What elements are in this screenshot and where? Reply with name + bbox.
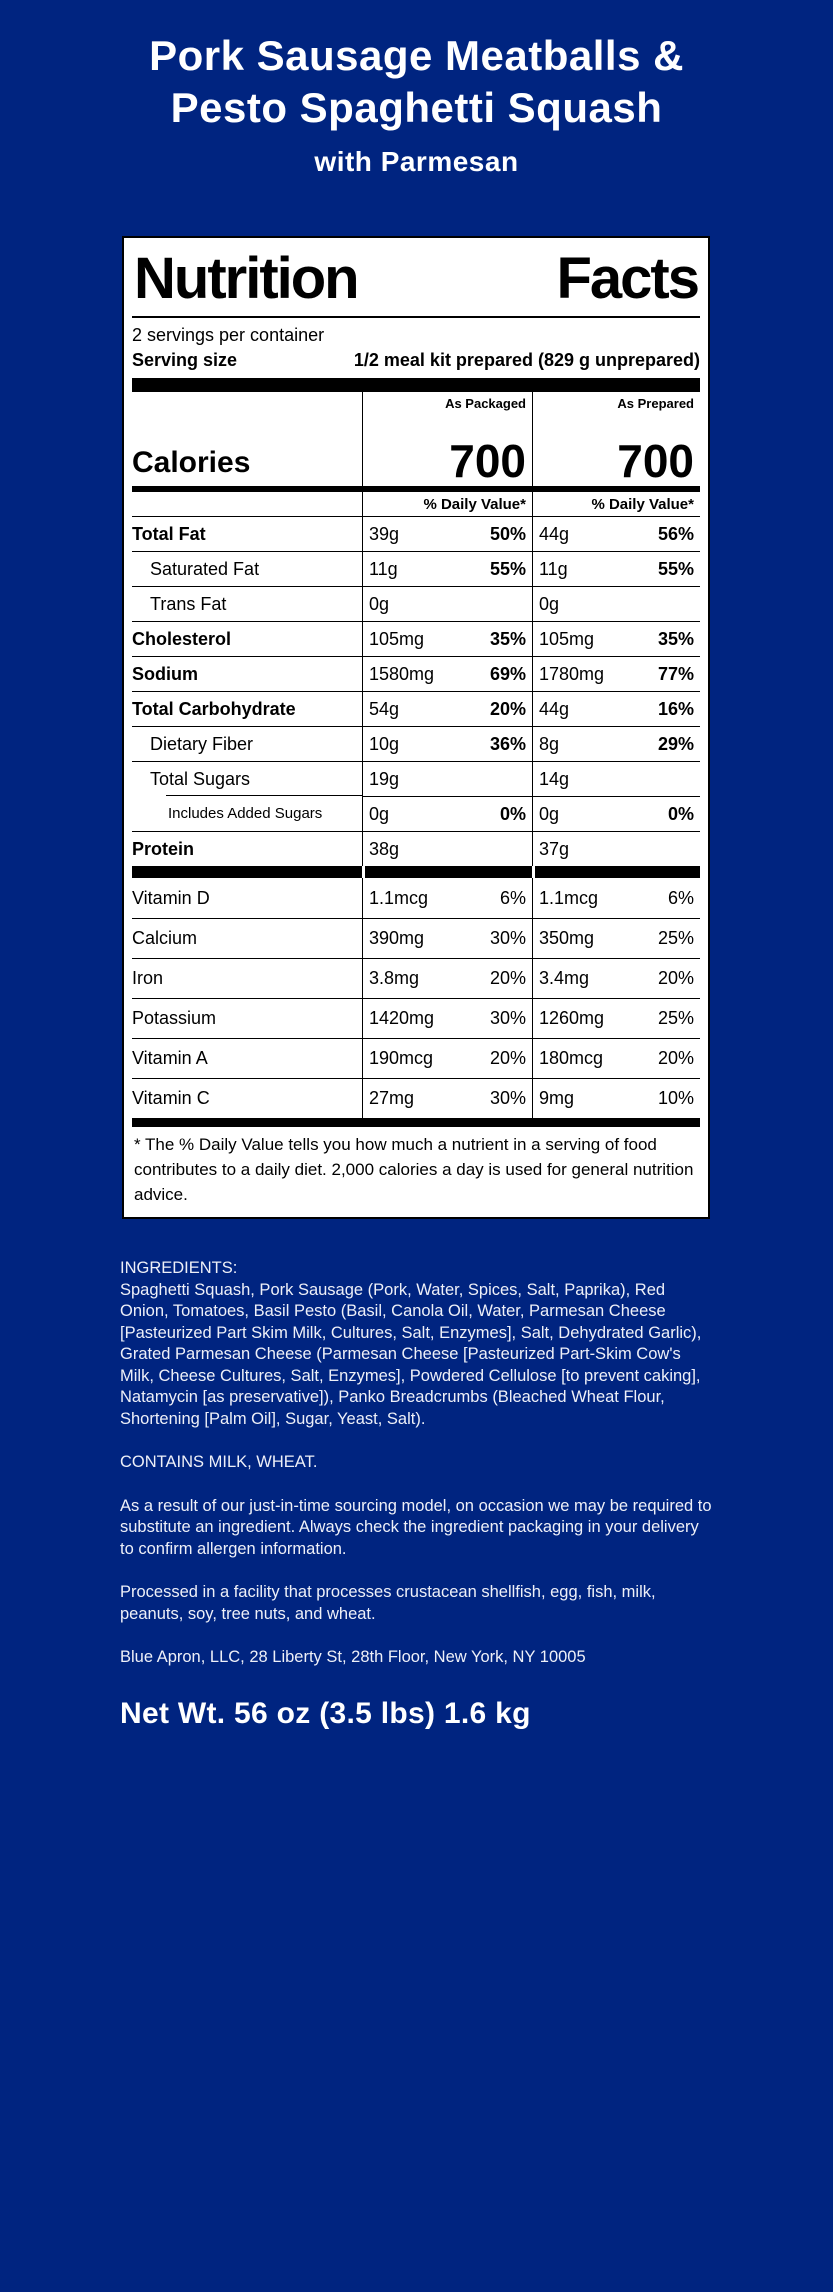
heading-word-facts: Facts <box>556 246 698 311</box>
amount: 180mcg <box>539 1048 604 1068</box>
nutrient-packaged-cell <box>362 878 532 918</box>
ingredients-heading: INGREDIENTS: <box>120 1259 238 1277</box>
contains-statement: CONTAINS MILK, WHEAT. <box>120 1453 318 1471</box>
daily-value: 69% <box>489 663 526 684</box>
vitamin-row-potassium <box>132 998 700 1038</box>
amount: 9mg <box>539 1088 575 1108</box>
amount: 390mg <box>369 928 425 948</box>
amount: 37g <box>539 838 570 859</box>
daily-value: 16% <box>657 698 694 719</box>
company-address: Blue Apron, LLC, 28 Liberty St, 28th Floor, New York, NY 10005 <box>120 1648 586 1666</box>
nutrient-name: Trans Fat <box>132 586 362 621</box>
daily-value: 25% <box>657 928 694 948</box>
nutrient-prepared-cell <box>532 621 700 656</box>
nutrient-name: Vitamin C <box>132 1078 362 1118</box>
facility-notice: Processed in a facility that processes crustacean shellfish, egg, fish, milk, peanuts, soy, tree nuts, and wheat. <box>120 1583 656 1623</box>
calories-label: Calories <box>132 446 251 479</box>
nutrition-facts-panel <box>122 236 710 1219</box>
nutrient-row-total-fat <box>132 516 700 551</box>
nutrient-name: Total Fat <box>132 516 362 551</box>
nutrient-row-protein <box>132 831 700 866</box>
daily-value: 35% <box>657 628 694 649</box>
daily-value: 20% <box>489 1048 526 1068</box>
nutrient-name: Total Carbohydrate <box>132 691 362 726</box>
nutrient-prepared-cell <box>532 656 700 691</box>
daily-value-header-row <box>132 486 700 516</box>
nutrient-prepared-cell <box>532 691 700 726</box>
vitamin-row-vitamin-d <box>132 878 700 918</box>
amount: 19g <box>369 768 400 789</box>
daily-value: 29% <box>657 733 694 754</box>
nutrient-prepared-cell <box>532 586 700 621</box>
daily-value-footnote: * The % Daily Value tells you how much a nutrient in a serving of food contributes to a daily diet. 2,000 calories a day is used for general nutrition advice. <box>134 1135 694 1204</box>
nutrient-name: Sodium <box>132 656 362 691</box>
amount: 350mg <box>539 928 595 948</box>
nutrient-packaged-cell <box>362 691 532 726</box>
amount: 0g <box>539 593 560 614</box>
thick-bar-mid <box>132 866 700 878</box>
amount: 105mg <box>369 628 425 649</box>
amount: 0g <box>539 803 560 824</box>
bar-segment <box>362 866 532 878</box>
ingredients-list: Spaghetti Squash, Pork Sausage (Pork, Water, Spices, Salt, Paprika), Red Onion, Tomatoes, Basil Pesto (Basil, Canola Oil, Water, Parmesan Cheese [Pasteurized Part Skim Milk, Cultures, Salt, Enzymes], Salt, Dehydrated Garlic), Grated Parmesan Cheese (Parmesan Cheese [Pasteurized Part-Skim Cow's Milk, Cheese Cultures, Salt, Enzymes], Powdered Cellulose [to prevent caking], Natamycin [as preservative]), Panko Breadcrumbs (Bleached Wheat Flour, Shortening [Palm Oil], Sugar, Yeast, Salt). <box>120 1280 702 1428</box>
daily-value: 36% <box>489 733 526 754</box>
nutrient-packaged-cell <box>362 1078 532 1118</box>
nutrient-name: Includes Added Sugars <box>132 796 362 831</box>
nutrient-prepared-cell <box>532 761 700 796</box>
nutrient-prepared-cell <box>532 958 700 998</box>
nutrient-name: Vitamin A <box>132 1038 362 1078</box>
nutrient-row-total-sugars <box>132 761 700 796</box>
daily-value: 55% <box>489 558 526 579</box>
bar-segment <box>132 866 362 878</box>
daily-value-header-packaged: % Daily Value* <box>362 486 532 516</box>
nutrient-name: Saturated Fat <box>132 551 362 586</box>
heading-word-nutrition: Nutrition <box>134 246 358 311</box>
amount: 1420mg <box>369 1008 435 1028</box>
daily-value: 20% <box>657 968 694 988</box>
nutrient-name: Total Sugars <box>132 761 362 796</box>
nutrient-packaged-cell <box>362 796 532 831</box>
daily-value: 50% <box>489 523 526 544</box>
nutrient-row-total-carbohydrate <box>132 691 700 726</box>
thick-bar-bottom <box>132 1118 700 1127</box>
amount: 1.1mcg <box>539 887 599 908</box>
daily-value: 30% <box>489 1088 526 1108</box>
amount: 54g <box>369 698 400 719</box>
nutrient-name: Potassium <box>132 998 362 1038</box>
nutrient-prepared-cell <box>532 831 700 866</box>
daily-value: 55% <box>657 558 694 579</box>
product-title-block <box>0 30 833 178</box>
nutrient-packaged-cell <box>362 586 532 621</box>
serving-size-label: Serving size <box>132 350 238 370</box>
daily-value: 0% <box>499 803 526 824</box>
daily-value: 30% <box>489 1008 526 1028</box>
nutrient-prepared-cell <box>532 551 700 586</box>
nutrient-packaged-cell <box>362 958 532 998</box>
column-header-spacer <box>132 392 362 416</box>
amount: 8g <box>539 733 560 754</box>
amount: 14g <box>539 768 570 789</box>
amount: 27mg <box>369 1088 415 1108</box>
heading-rule <box>132 316 700 318</box>
amount: 1780mg <box>539 663 605 684</box>
nutrient-packaged-cell <box>362 918 532 958</box>
amount: 44g <box>539 698 570 719</box>
nutrient-packaged-cell <box>362 1038 532 1078</box>
amount: 1580mg <box>369 663 435 684</box>
daily-value: 6% <box>667 887 694 908</box>
nutrient-prepared-cell <box>532 998 700 1038</box>
nutrient-name: Iron <box>132 958 362 998</box>
nutrient-packaged-cell <box>362 726 532 761</box>
serving-size-value: 1/2 meal kit prepared (829 g unprepared) <box>353 350 700 370</box>
nutrient-prepared-cell <box>532 1038 700 1078</box>
serving-size-row <box>132 347 700 373</box>
nutrient-row-saturated-fat <box>132 551 700 586</box>
daily-value-header-prepared: % Daily Value* <box>532 486 700 516</box>
bar-segment <box>532 866 700 878</box>
amount: 44g <box>539 523 570 544</box>
column-header-prepared: As Prepared <box>532 392 700 416</box>
vitamin-row-iron <box>132 958 700 998</box>
amount: 11g <box>369 558 398 579</box>
product-info-block <box>120 1258 716 1730</box>
daily-value: 10% <box>657 1088 694 1108</box>
calories-prepared-value: 700 <box>532 416 700 486</box>
amount: 10g <box>369 733 400 754</box>
nutrient-name: Calcium <box>132 918 362 958</box>
amount: 1260mg <box>539 1008 605 1028</box>
daily-value: 20% <box>489 968 526 988</box>
nutrient-packaged-cell <box>362 551 532 586</box>
amount: 38g <box>369 838 400 859</box>
nutrient-packaged-cell <box>362 621 532 656</box>
amount: 190mcg <box>369 1048 434 1068</box>
nutrient-packaged-cell <box>362 516 532 551</box>
vitamin-row-vitamin-a <box>132 1038 700 1078</box>
nutrient-packaged-cell <box>362 998 532 1038</box>
daily-value: 6% <box>499 887 526 908</box>
vitamin-row-vitamin-c <box>132 1078 700 1118</box>
product-title-line2: Pesto Spaghetti Squash <box>170 84 663 131</box>
product-subtitle: with Parmesan <box>314 146 519 177</box>
nutrient-name: Dietary Fiber <box>132 726 362 761</box>
calories-packaged-value: 700 <box>362 416 532 486</box>
nutrient-packaged-cell <box>362 656 532 691</box>
net-weight: Net Wt. 56 oz (3.5 lbs) 1.6 kg <box>120 1696 531 1730</box>
nutrient-name: Cholesterol <box>132 621 362 656</box>
vitamin-row-calcium <box>132 918 700 958</box>
nutrient-prepared-cell <box>532 1078 700 1118</box>
amount: 11g <box>539 558 568 579</box>
servings-per-container: 2 servings per container <box>132 325 325 345</box>
daily-value: 25% <box>657 1008 694 1028</box>
daily-value: 0% <box>667 803 694 824</box>
amount: 1.1mcg <box>369 887 429 908</box>
column-header-packaged: As Packaged <box>362 392 532 416</box>
nutrient-packaged-cell <box>362 761 532 796</box>
amount: 0g <box>369 593 390 614</box>
nutrient-row-cholesterol <box>132 621 700 656</box>
thick-bar-top <box>132 378 700 392</box>
nutrient-name: Vitamin D <box>132 887 210 908</box>
nutrient-name: Protein <box>132 831 362 866</box>
calories-row <box>132 416 700 486</box>
daily-value: 20% <box>657 1048 694 1068</box>
daily-value: 77% <box>657 663 694 684</box>
daily-value: 35% <box>489 628 526 649</box>
nutrient-prepared-cell <box>532 516 700 551</box>
nutrient-row-trans-fat <box>132 586 700 621</box>
nutrient-row-added-sugars <box>132 796 700 831</box>
column-header-row <box>132 392 700 416</box>
amount: 105mg <box>539 628 595 649</box>
daily-value: 56% <box>657 523 694 544</box>
daily-value: 20% <box>489 698 526 719</box>
amount: 3.8mg <box>369 968 420 988</box>
daily-value-spacer <box>132 486 362 516</box>
product-title-line1: Pork Sausage Meatballs & <box>149 32 684 79</box>
nutrient-prepared-cell <box>532 726 700 761</box>
nutrient-row-sodium <box>132 656 700 691</box>
nutrient-prepared-cell <box>532 796 700 831</box>
amount: 39g <box>369 523 400 544</box>
amount: 3.4mg <box>539 968 590 988</box>
substitution-notice: As a result of our just-in-time sourcing model, on occasion we may be required to substitute an ingredient. Always check the ingredient packaging in your delivery to confirm allergen information. <box>120 1496 712 1558</box>
amount: 0g <box>369 803 390 824</box>
nutrient-prepared-cell <box>532 918 700 958</box>
daily-value: 30% <box>489 928 526 948</box>
nutrition-facts-heading <box>132 244 700 312</box>
nutrient-packaged-cell <box>362 831 532 866</box>
nutrient-prepared-cell <box>532 878 700 918</box>
nutrient-row-dietary-fiber <box>132 726 700 761</box>
